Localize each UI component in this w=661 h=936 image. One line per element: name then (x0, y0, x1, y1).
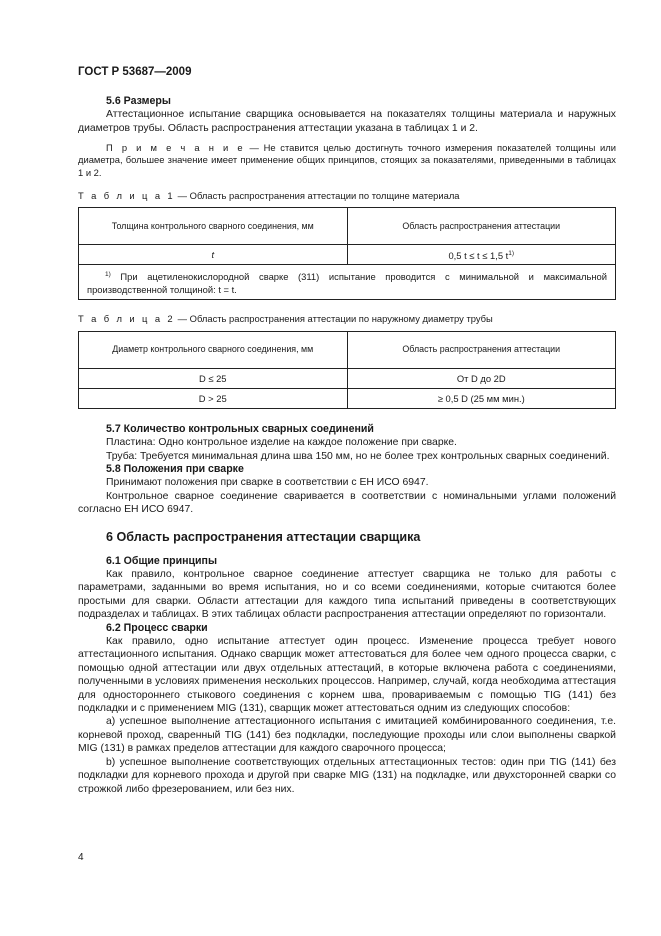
section-6-heading: 6 Область распространения аттестации сварщика (106, 529, 421, 544)
page-content (78, 95, 616, 796)
note-label: П р и м е ч а н и е (106, 142, 245, 154)
list-item-b: b) успешное выполнение соответствующих отдельных аттестационных тестов: один при TIG (141) без подкладки для корневого прохода и другой при сварке MIG (131) на подкладке, или двухсторонней сварки со строжкой либо фрезерованием, или без них. (78, 756, 616, 795)
table-1-footnote-row (79, 265, 616, 300)
table-row (79, 368, 616, 388)
table-2-col2-header: Область распространения аттестации (347, 331, 616, 368)
section-5-6-heading: 5.6 Размеры (106, 95, 171, 107)
table-2-diameter-cell: D > 25 (79, 388, 348, 408)
table-1-col1-header: Толщина контрольного сварного соединения, мм (79, 208, 348, 245)
section-5-8-p2: Контрольное сварное соединение сваривается в соответствии с номинальными углами положений согласно ЕН ИСО 6947. (78, 490, 616, 516)
table-2-label: Т а б л и ц а 2 (78, 313, 176, 325)
table-row (79, 388, 616, 408)
table-2-range-cell: От D до 2D (347, 368, 616, 388)
list-item-a: a) успешное выполнение аттестационного испытания с имитацией комбинированного соединения, т.е. корневой проход, сваренный TIG (141) без подкладки, последующие проходы или слои выполнены сваркой MIG (131) в рамках пределов аттестации для каждого сварочного процесса; (78, 716, 616, 755)
section-6-2-heading: 6.2 Процесс сварки (106, 621, 208, 634)
table-1-range-value: 0,5 t ≤ t ≤ 1,5 t (448, 250, 509, 262)
section-5-7-heading: 5.7 Количество контрольных сварных соединений (106, 422, 374, 435)
table-1-label: Т а б л и ц а 1 (78, 189, 176, 201)
table-1-col2-header: Область распространения аттестации (347, 208, 616, 245)
note-text: — Не ставится целью достигнуть точного измерения показателей толщины или диаметра, большее значение имеет применение общих принципов, стоящих за показателями, приведенными в таблицах 1 и 2. (78, 142, 616, 178)
table-2-range-cell: ≥ 0,5 D (25 мм мин.) (347, 388, 616, 408)
table-2-diameter-cell: D ≤ 25 (79, 368, 348, 388)
table-1-footnote-ref: 1) (508, 249, 515, 257)
table-1-title: — Область распространения аттестации по толщине материала (175, 189, 460, 201)
section-6-1-heading: 6.1 Общие принципы (106, 554, 217, 567)
table-1 (78, 207, 616, 300)
section-6-2-paragraph: Как правило, одно испытание аттестует один процесс. Изменение процесса требует нового аттестационного испытания. Однако сварщик может аттестоваться для более чем одного процесса сварки, с помощью одной аттестации или двух отдельных аттестаций, в которые включена работа с соединениями, полученными в условиях применения нескольких процессов. Например, случай, когда необходима аттестация для одностороннего стыкового соединения с корнем шва, провариваемым с помощью TIG (141) без подкладки и с применением MIG (131), сварщик может аттестоваться одним из следующих способов: (78, 636, 616, 715)
note (78, 142, 616, 179)
table-2-col1-header: Диаметр контрольного сварного соединения, мм (79, 331, 348, 368)
table-2-caption (78, 312, 616, 325)
table-1-footnote (79, 265, 616, 300)
footnote-text: При ацетиленокислородной сварке (311) испытание проводится с минимальной и максимальной производственной толщиной: t = t. (87, 271, 607, 296)
table-2 (78, 331, 616, 409)
section-5-8-heading: 5.8 Положения при сварке (106, 462, 244, 475)
section-5-7-plate: Пластина: Одно контрольное изделие на каждое положение при сварке. (106, 437, 457, 449)
table-1-thickness-cell: t (79, 245, 348, 265)
section-5-6-paragraph: Аттестационное испытание сварщика основывается на показателях толщины материала и наружных диаметров трубы. Область распространения аттестации указана в таблицах 1 и 2. (78, 109, 616, 134)
section-5-8-p1: Принимают положения при сварке в соответствии с ЕН ИСО 6947. (106, 477, 429, 489)
standard-header: ГОСТ Р 53687—2009 (78, 66, 192, 78)
section-6-1-paragraph: Как правило, контрольное сварное соединение аттестует сварщика не только для работы с параметрами, заданными во время испытания, но и со всеми соединениями, которые считаются более простыми для сварки. Области аттестации для каждого типа испытаний приведены в соответствующих подразделах и таблицах. В этих таблицах области распространения аттестации определяют по горизонтали. (78, 569, 616, 621)
table-1-caption (78, 189, 616, 202)
table-2-header-row (79, 331, 616, 368)
table-1-range-cell (347, 245, 616, 265)
table-2-title: — Область распространения аттестации по наружному диаметру трубы (175, 313, 493, 325)
table-row (79, 245, 616, 265)
section-5-7-pipe: Труба: Требуется минимальная длина шва 150 мм, но не более трех контрольных сварных соединений. (106, 450, 610, 462)
page-number: 4 (78, 852, 84, 863)
table-1-header-row (79, 208, 616, 245)
footnote-mark: 1) (105, 271, 111, 279)
